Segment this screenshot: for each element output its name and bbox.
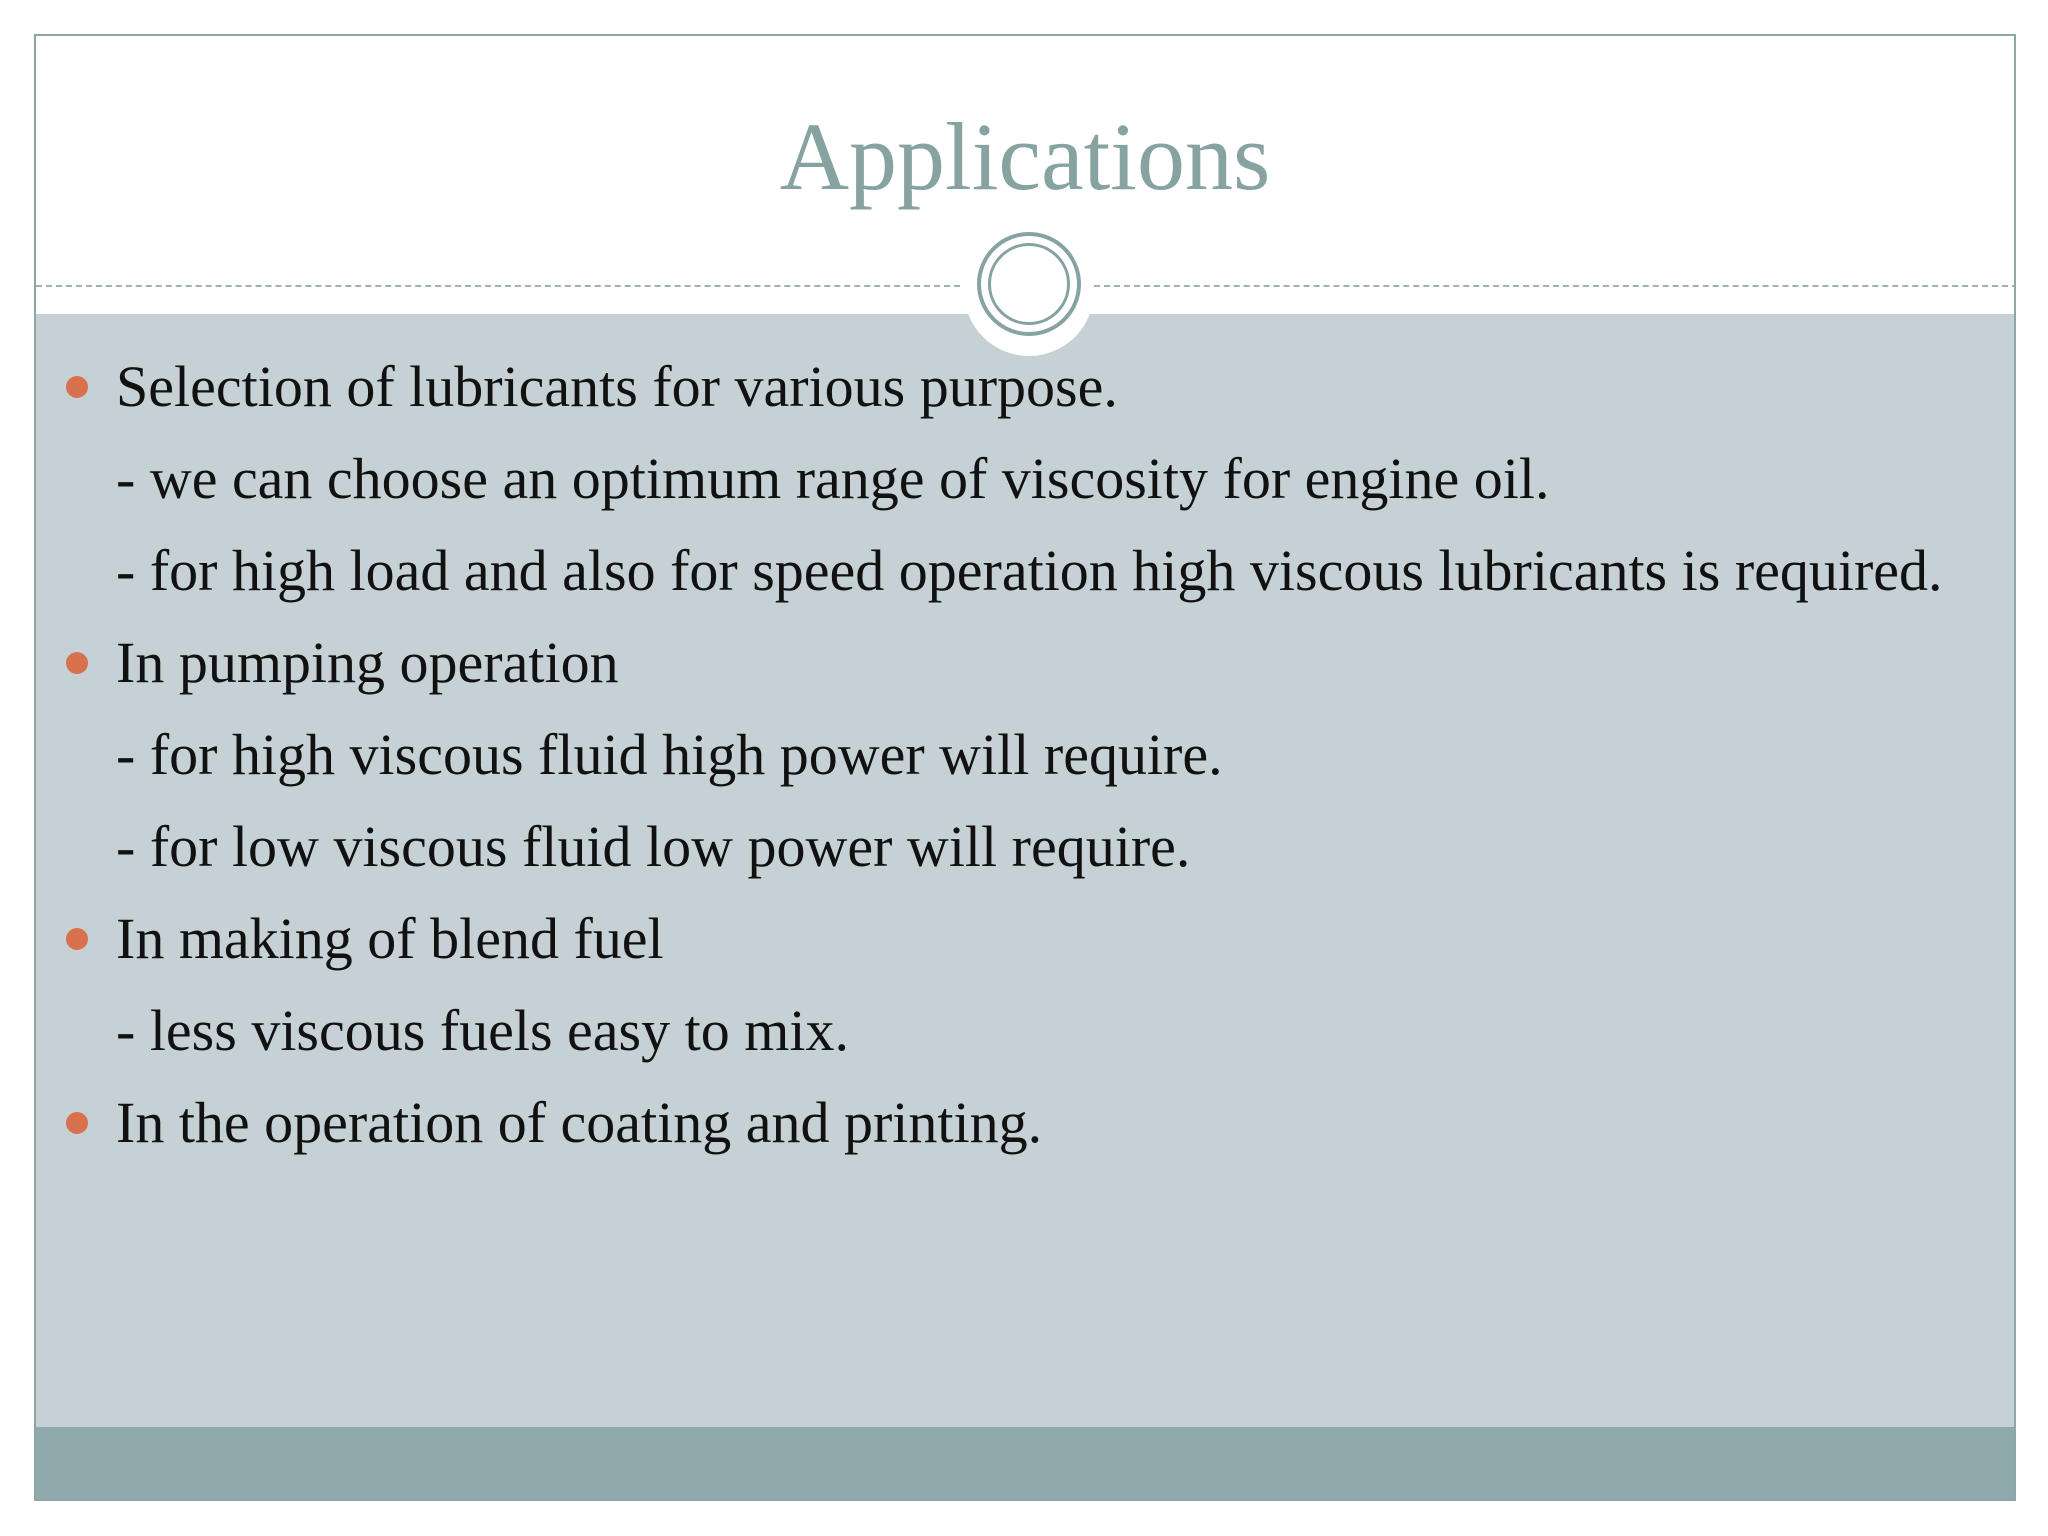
bullet-dot-icon <box>66 928 88 950</box>
sub-item-text: - less viscous fuels easy to mix. <box>116 998 849 1063</box>
bullet-text: In pumping operation <box>116 630 619 695</box>
bullet-dot-icon <box>66 1112 88 1134</box>
bullet-list <box>116 350 1956 1160</box>
bullet-item-lubricants <box>116 350 1956 424</box>
sub-item-text: - for high load and also for speed operation high viscous lubricants is required. <box>116 538 1943 603</box>
sub-item-high-load <box>116 534 1956 608</box>
sub-item-text: - for high viscous fluid high power will require. <box>116 722 1223 787</box>
circle-ornament-icon <box>977 232 1081 336</box>
bullet-dot-icon <box>66 652 88 674</box>
sub-item-text: - for low viscous fluid low power will require. <box>116 814 1191 879</box>
sub-item-mix <box>116 994 1956 1068</box>
bullet-item-blend-fuel <box>116 902 1956 976</box>
footer-band <box>36 1427 2014 1499</box>
bullet-text: In making of blend fuel <box>116 906 664 971</box>
sub-item-text: - we can choose an optimum range of viscosity for engine oil. <box>116 446 1550 511</box>
bullet-text: In the operation of coating and printing. <box>116 1090 1043 1155</box>
bullet-item-pumping <box>116 626 1956 700</box>
bullet-item-coating <box>116 1086 1956 1160</box>
header-divider-left <box>36 285 960 287</box>
bullet-dot-icon <box>66 376 88 398</box>
sub-item-low-viscous <box>116 810 1956 884</box>
sub-item-engine-oil <box>116 442 1956 516</box>
circle-ornament-inner-ring <box>988 243 1070 325</box>
sub-item-high-viscous <box>116 718 1956 792</box>
bullet-text: Selection of lubricants for various purpose. <box>116 354 1118 419</box>
slide-title: Applications <box>779 103 1271 210</box>
header-divider-right <box>1094 285 2016 287</box>
